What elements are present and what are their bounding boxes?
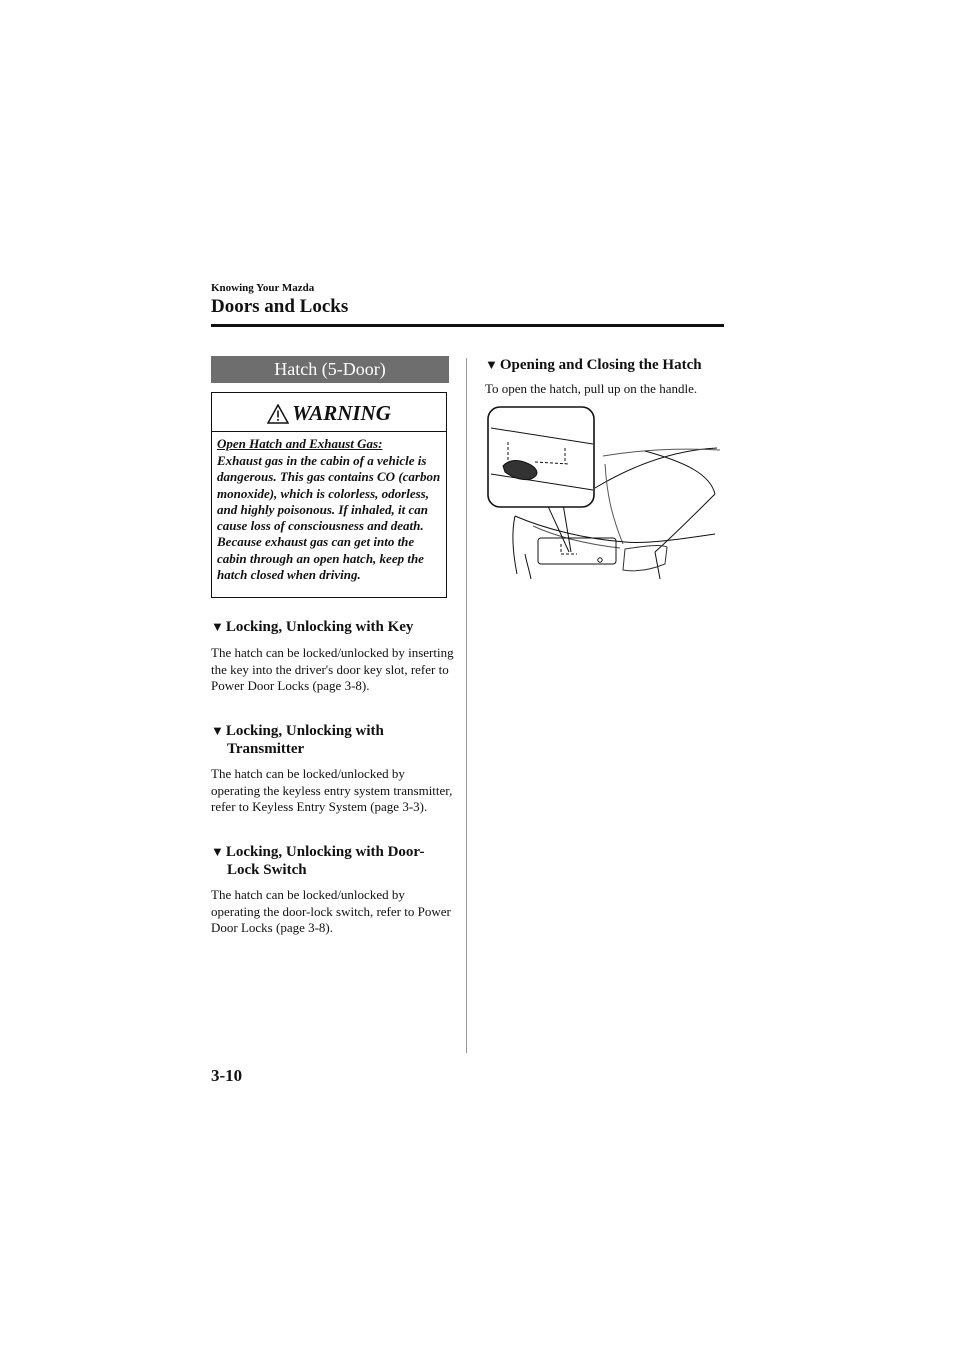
hatch-handle-illustration xyxy=(485,404,725,584)
subsection-body-transmitter: The hatch can be locked/unlocked by operating the keyless entry system transmitter, refer to Keyless Entry System (page 3-3). xyxy=(211,766,453,814)
warning-body: Exhaust gas in the cabin of a vehicle is dangerous. This gas contains CO (carbon monoxide), which is colorless, odorless, and highly poisonous. If inhaled, it can cause loss of consciousness and death. Because exhaust gas can get into the cabin through an open hatch, keep the hatch closed when driving. xyxy=(217,453,441,583)
subsection-heading-text-cont: Transmitter xyxy=(227,741,305,757)
subsection-heading-text: Locking, Unlocking with Key xyxy=(225,619,414,635)
page-number: 3-10 xyxy=(211,1066,243,1085)
section-label: Knowing Your Mazda xyxy=(211,282,315,294)
warning-title: WARNING xyxy=(292,401,391,425)
subsection-heading-text: Locking, Unlocking with xyxy=(225,723,384,739)
triangle-marker-icon: ▼ xyxy=(211,844,224,859)
section-banner: Hatch (5-Door) xyxy=(211,356,449,383)
warning-divider xyxy=(212,431,446,432)
triangle-marker-icon: ▼ xyxy=(211,619,224,634)
subsection-heading-key xyxy=(211,618,451,636)
warning-triangle-icon xyxy=(267,404,289,424)
subsection-body-key: The hatch can be locked/unlocked by inserting the key into the driver's door key slot, refer to Power Door Locks (page 3-8). xyxy=(211,645,454,693)
triangle-marker-icon: ▼ xyxy=(211,723,224,738)
subsection-heading-text-cont: Lock Switch xyxy=(227,862,307,878)
warning-title-row xyxy=(212,401,446,426)
subsection-heading-text: Opening and Closing the Hatch xyxy=(499,357,702,373)
subsection-heading-text: Locking, Unlocking with Door- xyxy=(225,844,425,860)
subsection-body-door-lock-switch: The hatch can be locked/unlocked by operating the door-lock switch, refer to Power Door Locks (page 3-8). xyxy=(211,887,451,935)
warning-subtitle: Open Hatch and Exhaust Gas: xyxy=(217,436,383,451)
column-divider xyxy=(466,358,467,1053)
subsection-body-opening: To open the hatch, pull up on the handle. xyxy=(485,381,698,396)
subsection-heading-opening xyxy=(485,356,725,374)
warning-box xyxy=(211,392,447,598)
triangle-marker-icon: ▼ xyxy=(485,357,498,372)
page-title: Doors and Locks xyxy=(211,296,349,317)
header-divider xyxy=(211,324,724,327)
subsection-heading-door-lock-switch xyxy=(211,843,451,879)
subsection-heading-transmitter xyxy=(211,722,451,758)
